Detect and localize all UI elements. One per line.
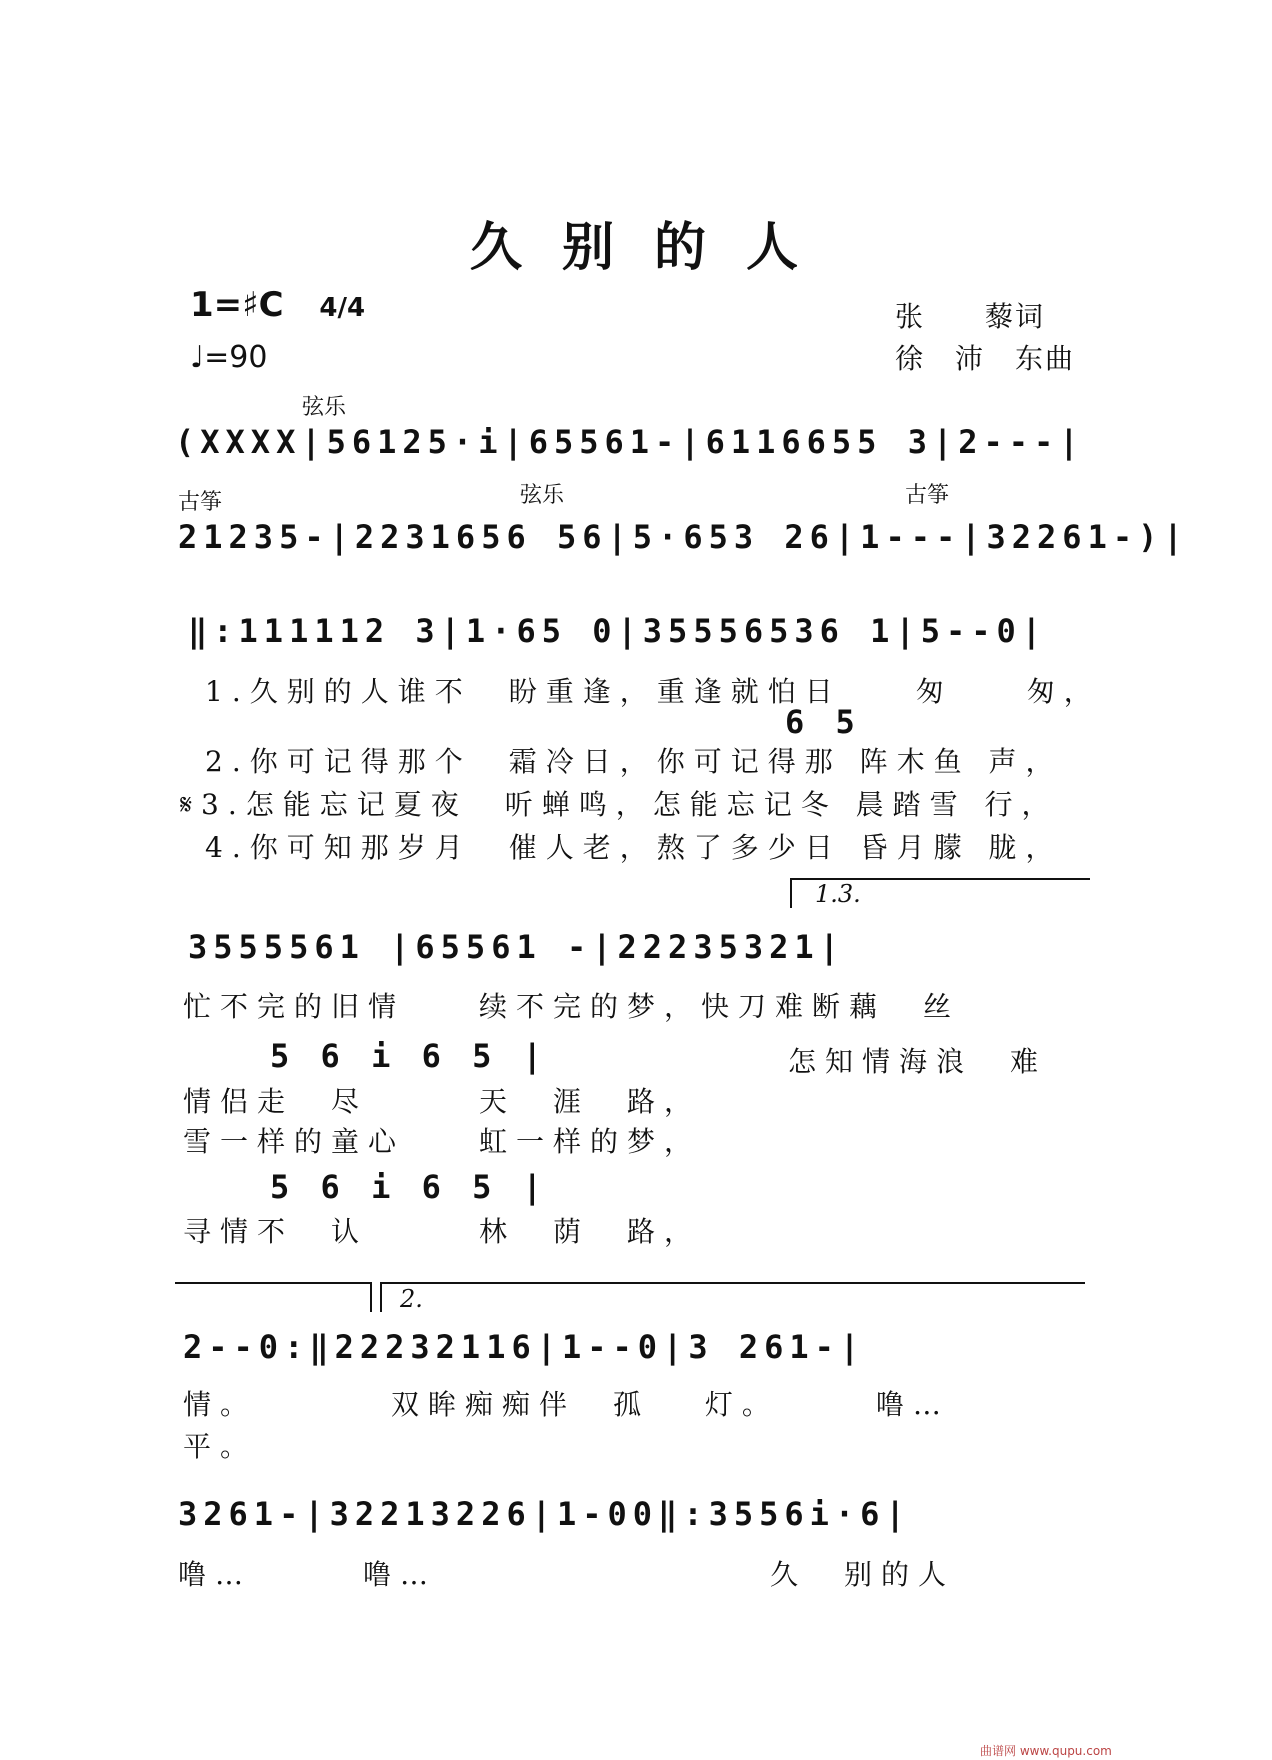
coda-lyrics: 噜… 噜… 久 别的人 xyxy=(178,1558,956,1591)
ending-bracket-2 xyxy=(380,1282,1085,1284)
time-signature: 4/4 xyxy=(319,293,366,323)
verse-melody-alt: 6 5 xyxy=(785,703,861,741)
key-value: 1=♯C xyxy=(190,285,284,325)
verse-lyric-2: 2.你可记得那个 霜冷日，你可记得那 阵木鱼 声， xyxy=(205,745,1063,778)
verse-lyric-2e: 寻情不 认 林 荫 路， xyxy=(183,1215,702,1248)
verse-lyric-3: 𝄋3.怎能忘记夏夜 听蝉鸣，怎能忘记冬 晨踏雪 行， xyxy=(180,788,1059,821)
lyricist-credit: 张 藜词 xyxy=(895,300,1046,333)
song-title: 久别的人 xyxy=(470,217,839,278)
ending-lyric-2: 平。 xyxy=(183,1430,258,1463)
ending-bracket-prev xyxy=(175,1282,370,1284)
ending-lyric-1: 情。 双眸痴痴伴 孤 灯。 噜… xyxy=(183,1388,950,1421)
instrument-label-guzheng-2: 古筝 xyxy=(905,483,950,508)
coda-melody: 3261-|32213226|1-00‖:3556i·6| xyxy=(178,1495,911,1533)
verse-lyric-1: 1.久别的人谁不 盼重逢，重逢就怕日 匆 匆， xyxy=(205,675,1101,708)
tempo-marking: ♩=90 xyxy=(190,340,268,375)
alt-melody-b: 5 6 i 6 5 | xyxy=(270,1168,548,1206)
verse-lyric-2d: 雪一样的童心 虹一样的梦， xyxy=(183,1125,702,1158)
ending-bracket-1-tick xyxy=(790,878,792,908)
instrument-label-guzheng: 古筝 xyxy=(178,490,223,515)
ending-label-1: 1.3. xyxy=(815,880,861,908)
ending-bracket-prev-tick xyxy=(370,1282,372,1312)
instrument-label-strings: 弦乐 xyxy=(302,395,347,420)
verse-lyric-2b: 怎知情海浪 难 xyxy=(788,1045,1048,1078)
intro-melody-line1: (XXXX|56125·i|65561-|6116655 3|2---| xyxy=(175,423,1085,461)
ending-label-2: 2. xyxy=(400,1285,423,1313)
intro-melody-line2: 21235-|2231656 56|5·653 26|1---|32261-)| xyxy=(178,518,1189,556)
ending-melody: 2--0:‖22232116|1--0|3 261-| xyxy=(183,1328,866,1366)
verse-melody-2: 3555561 |65561 -|22235321| xyxy=(188,928,845,966)
instrument-label-strings-2: 弦乐 xyxy=(520,483,565,508)
ending-bracket-2-tick xyxy=(380,1282,382,1312)
footer-watermark: 曲谱网 www.qupu.com xyxy=(980,1744,1112,1758)
verse-lyric-2c: 情侣走 尽 天 涯 路， xyxy=(183,1085,702,1118)
verse-melody: ‖:111112 3|1·65 0|35556536 1|5--0| xyxy=(188,612,1048,650)
key-signature xyxy=(190,285,365,325)
verse-lyric-4: 4.你可知那岁月 催人老，熬了多少日 昏月朦 胧， xyxy=(205,831,1063,864)
verse-lyric-2a: 忙不完的旧情 续不完的梦，快刀难断藕 丝 xyxy=(183,990,961,1023)
composer-credit: 徐 沛 东曲 xyxy=(895,342,1076,375)
alt-melody-a: 5 6 i 6 5 | xyxy=(270,1037,548,1075)
